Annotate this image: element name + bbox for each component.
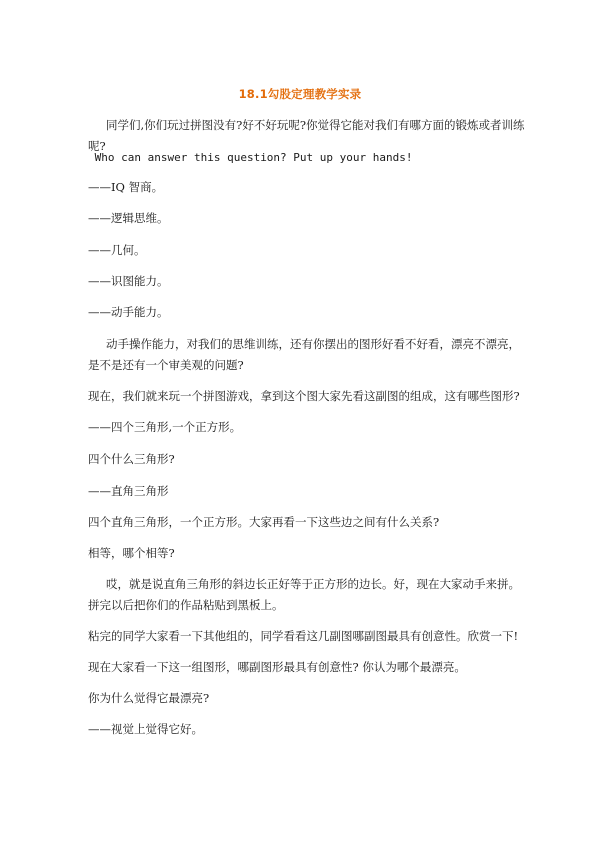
paragraph-why-beautiful: 你为什么觉得它最漂亮? (88, 691, 210, 705)
paragraph-visual-answer: ——视觉上觉得它好。 (88, 722, 203, 736)
paragraph-appreciate: 粘完的同学大家看一下其他组的，同学看看这几副图哪副图最具有创意性。欣赏一下! (88, 629, 519, 643)
paragraph-right-triangle: ——直角三角形 (88, 484, 169, 498)
document-title: 18.1勾股定理教学实录 (238, 87, 362, 101)
paragraph-aesthetics: 动手操作能力，对我们的思维训练，还有你摆出的图形好看不好看，漂亮不漂亮，是不是还有一个审美观的问题? (88, 337, 520, 372)
paragraph-shapes-answer: ——四个三角形,一个正方形。 (88, 420, 242, 434)
paragraph-answer-visual: ——识图能力。 (88, 274, 169, 288)
paragraph-english-question: Who can answer this question? Put up your hands! (88, 151, 413, 164)
paragraph-which-equal: 相等，哪个相等? (88, 546, 175, 560)
paragraph-hypotenuse: 哎，就是说直角三角形的斜边长正好等于正方形的边长。好，现在大家动手来拼。拼完以后把你们的作品粘贴到黑板上。 (88, 577, 520, 612)
paragraph-triangle-question: 四个什么三角形? (88, 452, 175, 466)
paragraph-sides-relation: 四个直角三角形，一个正方形。大家再看一下这些边之间有什么关系? (88, 515, 440, 529)
paragraph-answer-logic: ——逻辑思维。 (88, 211, 169, 225)
paragraph-answer-iq: ——IQ 智商。 (88, 180, 164, 194)
paragraph-answer-hands-on: ——动手能力。 (88, 305, 169, 319)
paragraph-intro-question: 同学们,你们玩过拼图没有?好不好玩呢?你觉得它能对我们有哪方面的锻炼或者训练呢? (88, 118, 525, 153)
paragraph-puzzle-game: 现在，我们就来玩一个拼图游戏，拿到这个图大家先看这副图的组成，这有哪些图形? (88, 389, 520, 403)
paragraph-answer-geometry: ——几何。 (88, 243, 146, 257)
paragraph-creativity: 现在大家看一下这一组图形，哪副图形最具有创意性? 你认为哪个最漂亮。 (88, 660, 466, 674)
